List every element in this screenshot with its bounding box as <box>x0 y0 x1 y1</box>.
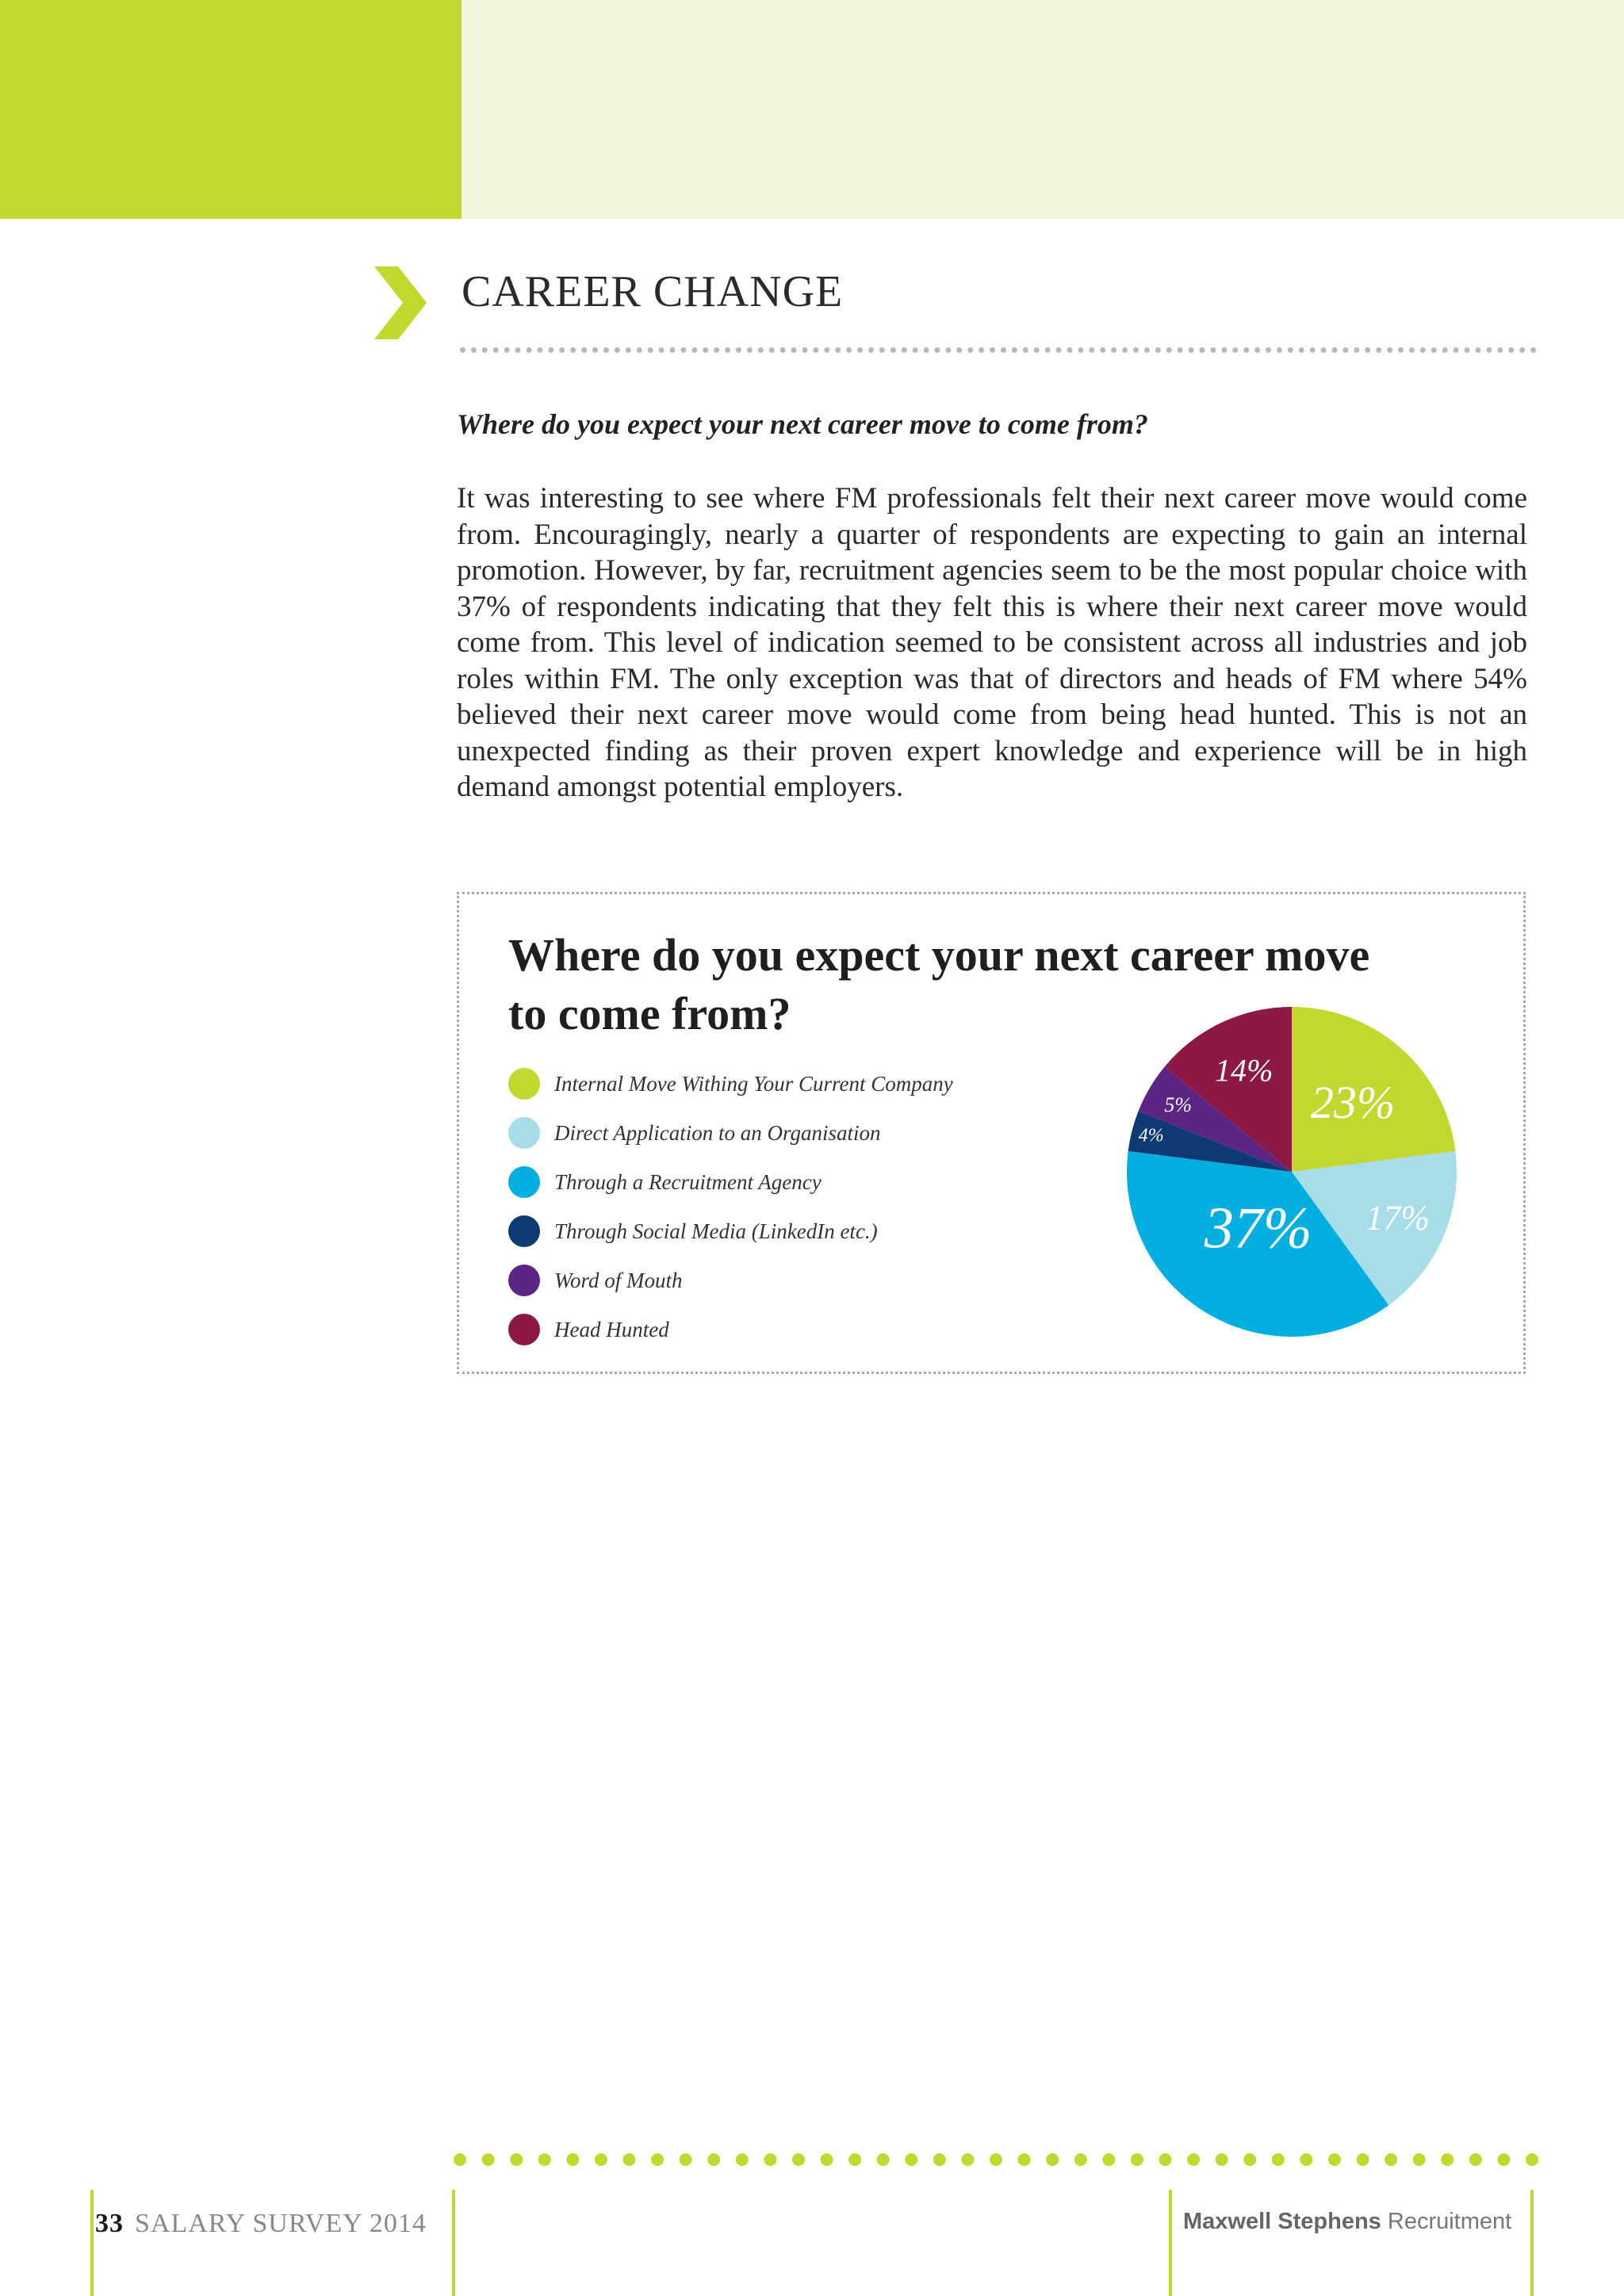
footer-dot <box>1441 2153 1454 2166</box>
brand-name-rest: Recruitment <box>1387 2209 1512 2234</box>
footer-dot <box>1469 2153 1482 2166</box>
footer-rule-right-inner <box>1169 2190 1172 2296</box>
footer-dot <box>510 2153 523 2166</box>
header-band-light <box>462 0 1624 219</box>
footer-dotted-divider <box>454 2153 1538 2166</box>
legend-swatch <box>508 1314 540 1345</box>
legend-item <box>508 1059 953 1108</box>
footer-rule-right <box>1530 2190 1534 2296</box>
footer-dot <box>538 2153 551 2166</box>
legend-label: Internal Move Withing Your Current Company <box>554 1071 953 1096</box>
pie-chart <box>1125 1005 1458 1338</box>
footer-dot <box>707 2153 720 2166</box>
body-paragraph: It was interesting to see where FM professionals felt their next career move would come from. Encouragingly, nearly a quarter of respondents are expecting to gain an internal promotion. However, by far, recruitment agencies seem to be the most popular choice with 37% of respondents indicating that they felt this is where their next career move would come from. This level of indication seemed to be consistent across all industries and job roles within FM. The only exception was that of directors and heads of FM where 54% believed their next career move would come from being head hunted. This is not an unexpected finding as their proven expert knowledge and experience will be in high demand amongst potential employers. <box>457 482 1527 803</box>
pie-slice-label: 4% <box>1138 1125 1164 1146</box>
footer-dot <box>1074 2153 1087 2166</box>
footer-dot <box>1018 2153 1031 2166</box>
footer-dot <box>877 2153 890 2166</box>
footer-dot <box>1413 2153 1426 2166</box>
footer-dot <box>1216 2153 1228 2166</box>
legend-label: Head Hunted <box>554 1317 669 1341</box>
footer-dot <box>1272 2153 1285 2166</box>
legend-swatch <box>508 1265 540 1296</box>
footer-dot <box>595 2153 607 2166</box>
title-divider <box>460 347 1537 353</box>
footer-dot <box>792 2153 805 2166</box>
pie-slice-label: 17% <box>1365 1198 1430 1238</box>
footer-dot <box>990 2153 1002 2166</box>
footer-dot <box>764 2153 776 2166</box>
chevron-right-icon <box>374 266 427 339</box>
pie-slice-label: 14% <box>1215 1052 1274 1089</box>
footer-dot <box>1102 2153 1115 2166</box>
legend-swatch <box>508 1166 540 1198</box>
question-heading: Where do you expect your next career move to come from? <box>457 408 1148 440</box>
legend-swatch <box>508 1215 540 1247</box>
footer-dot <box>736 2153 749 2166</box>
legend-label: Through a Recruitment Agency <box>554 1169 822 1194</box>
footer-dot <box>961 2153 974 2166</box>
legend-item <box>508 1256 953 1305</box>
footer-dot <box>1300 2153 1312 2166</box>
footer-dot <box>680 2153 692 2166</box>
legend-label: Direct Application to an Organisation <box>554 1120 881 1145</box>
chart-title: Where do you expect your next career move to come from? <box>508 929 1370 1039</box>
footer-dot <box>905 2153 917 2166</box>
footer-dot <box>1131 2153 1143 2166</box>
footer-rule-left <box>90 2190 94 2296</box>
footer-dot <box>454 2153 466 2166</box>
footer-dot <box>1385 2153 1397 2166</box>
footer-dot <box>651 2153 664 2166</box>
footer-dot <box>566 2153 579 2166</box>
legend-label: Through Social Media (LinkedIn etc.) <box>554 1219 878 1243</box>
legend-item <box>508 1305 953 1354</box>
legend-swatch <box>508 1117 540 1149</box>
legend-label: Word of Mouth <box>554 1268 683 1292</box>
section-title: CAREER CHANGE <box>462 267 844 316</box>
footer-dot <box>1243 2153 1256 2166</box>
footer-rule-left-inner <box>452 2190 455 2296</box>
footer-dot <box>848 2153 861 2166</box>
footer-dot <box>1187 2153 1200 2166</box>
footer-dot <box>1357 2153 1369 2166</box>
pie-slice-label: 23% <box>1310 1077 1396 1129</box>
legend-item <box>508 1207 953 1256</box>
footer-dot <box>482 2153 495 2166</box>
legend-swatch <box>508 1068 540 1100</box>
footer-dot <box>1526 2153 1538 2166</box>
footer-publication <box>95 2209 427 2239</box>
page-number: 33 <box>95 2209 124 2238</box>
chart-legend <box>508 1059 953 1354</box>
footer-dot <box>933 2153 946 2166</box>
pie-slice-label: 5% <box>1164 1093 1193 1116</box>
footer-dot <box>622 2153 635 2166</box>
pie-slice-label: 37% <box>1204 1196 1312 1261</box>
footer-dot <box>1159 2153 1171 2166</box>
legend-item <box>508 1158 953 1207</box>
legend-item <box>508 1108 953 1158</box>
footer-dot <box>821 2153 833 2166</box>
footer-dot <box>1328 2153 1341 2166</box>
publication-name: SALARY SURVEY 2014 <box>135 2209 427 2238</box>
brand-name-bold: Maxwell Stephens <box>1183 2209 1381 2234</box>
chart-panel <box>457 892 1526 1374</box>
footer-brand <box>1183 2209 1511 2235</box>
header-band-accent <box>0 0 462 219</box>
footer-dot <box>1497 2153 1510 2166</box>
footer-dot <box>1046 2153 1059 2166</box>
